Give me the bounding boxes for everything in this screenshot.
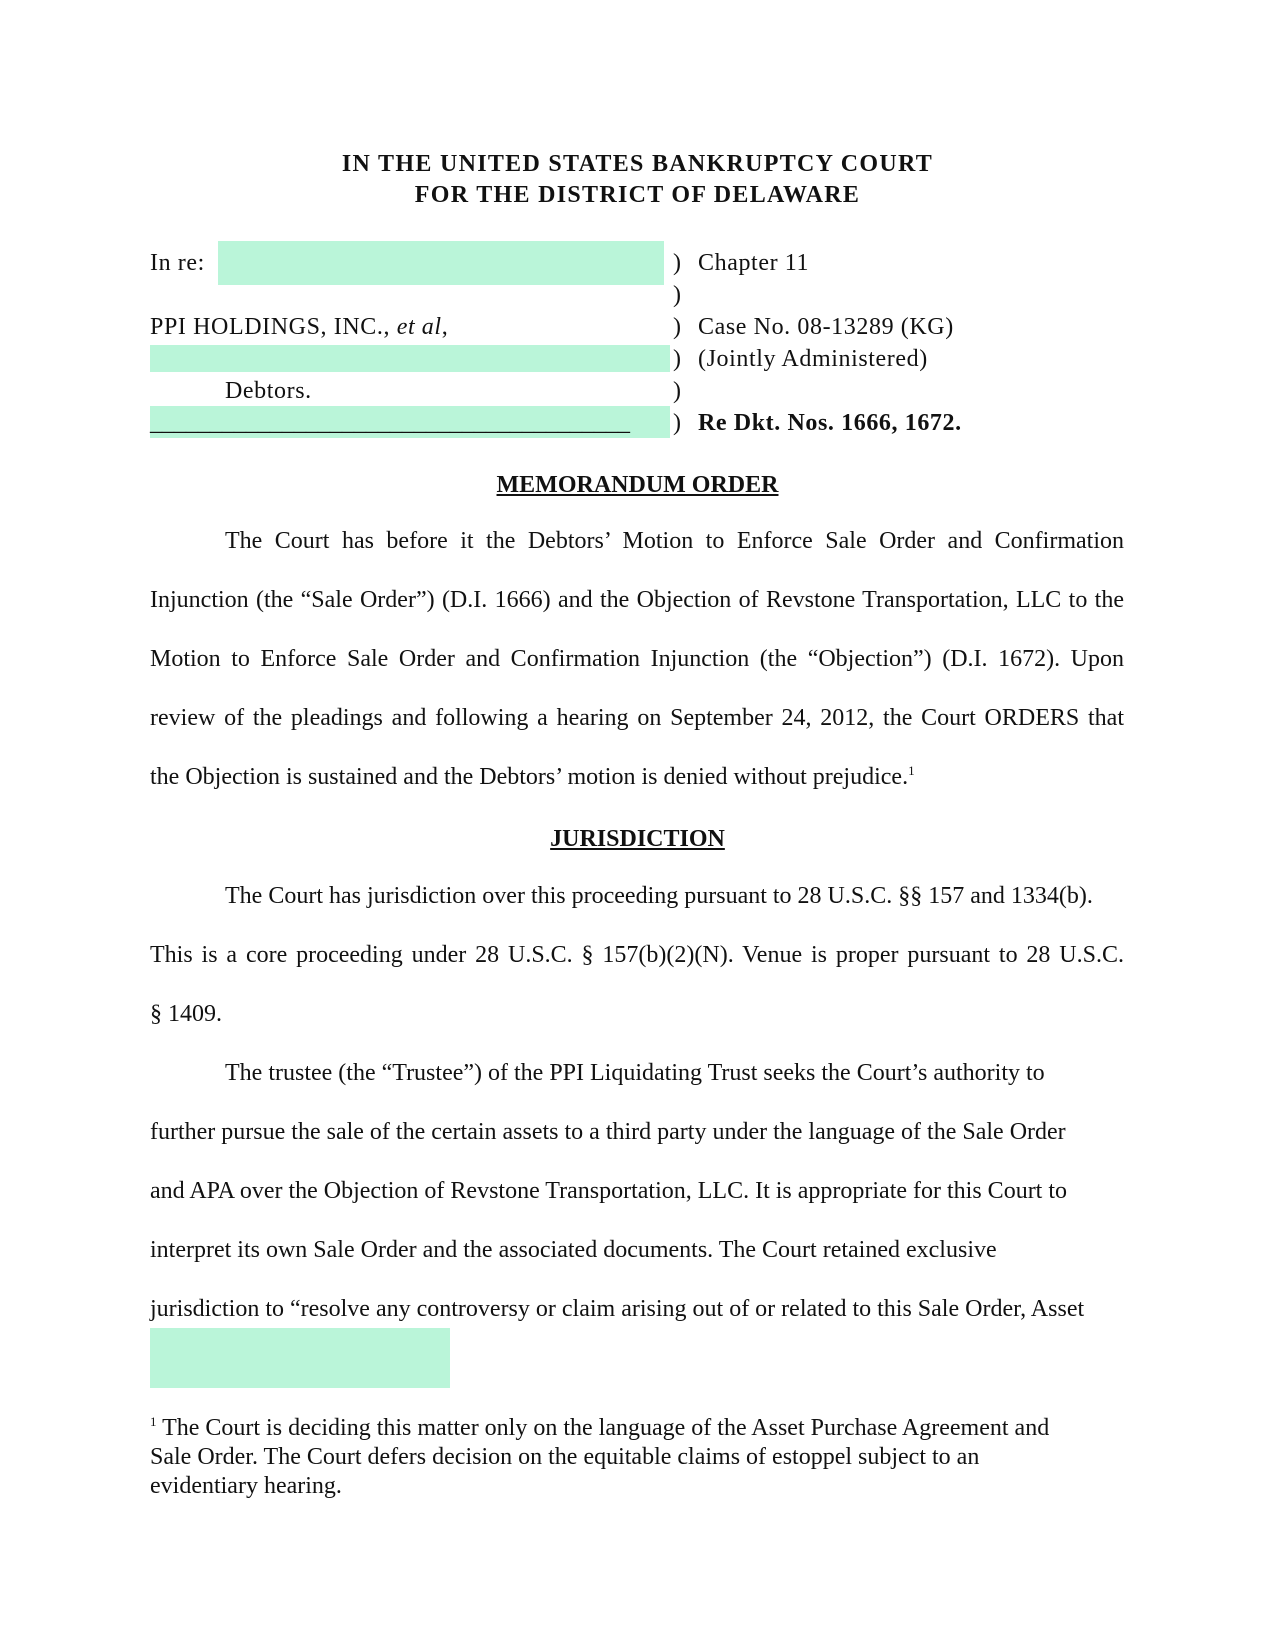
caption-paren: ): [673, 410, 682, 436]
footnote-reference[interactable]: 1: [908, 763, 915, 778]
case-number: Case No. 08-13289 (KG): [698, 314, 954, 340]
paragraph-line: Motion to Enforce Sale Order and Confirmation Injunction (the “Objection”) (D.I. 1672). Upon: [150, 646, 1124, 672]
debtor-name: PPI HOLDINGS, INC., et al,: [150, 314, 449, 340]
paragraph-line: § 1409.: [150, 1001, 222, 1027]
paragraph-line-last: the Objection is sustained and the Debtors’ motion is denied without prejudice.$^1$: [150, 763, 915, 790]
paragraph-line: interpret its own Sale Order and the associated documents. The Court retained exclusive: [150, 1237, 997, 1263]
footnote-line: Sale Order. The Court defers decision on the equitable claims of estoppel subject to an: [150, 1444, 980, 1470]
redaction-block: [150, 345, 670, 372]
jointly-administered: (Jointly Administered): [698, 346, 928, 372]
memorandum-heading: MEMORANDUM ORDER: [496, 472, 779, 498]
caption-paren: ): [673, 314, 682, 340]
caption-paren: ): [673, 346, 682, 372]
paragraph-line: The Court has jurisdiction over this proceeding pursuant to 28 U.S.C. §§ 157 and 1334(b).: [225, 883, 1093, 909]
redaction-block: [218, 241, 664, 285]
caption-paren: ): [673, 378, 682, 404]
chapter-label: Chapter 11: [698, 250, 810, 276]
paragraph-line: Injunction (the “Sale Order”) (D.I. 1666) and the Objection of Revstone Transportation, LLC to the: [150, 587, 1124, 613]
in-re-label: In re:: [150, 250, 205, 276]
debtors-label: Debtors.: [225, 378, 312, 404]
caption-paren: ): [673, 282, 682, 308]
paragraph-line: review of the pleadings and following a hearing on September 24, 2012, the Court ORDERS that: [150, 705, 1124, 731]
court-name-line1: IN THE UNITED STATES BANKRUPTCY COURT: [341, 151, 934, 177]
jurisdiction-heading: JURISDICTION: [550, 826, 725, 852]
court-name-line2: FOR THE DISTRICT OF DELAWARE: [414, 182, 861, 208]
paragraph-line: The Court has before it the Debtors’ Motion to Enforce Sale Order and Confirmation: [225, 528, 1124, 554]
paragraph-line: The trustee (the “Trustee”) of the PPI Liquidating Trust seeks the Court’s authority to: [225, 1060, 1045, 1086]
caption-paren: ): [673, 250, 682, 276]
paragraph-line: This is a core proceeding under 28 U.S.C. § 157(b)(2)(N). Venue is proper pursuant to 28 U.S.C.: [150, 942, 1124, 968]
footnote-line: evidentiary hearing.: [150, 1473, 342, 1499]
paragraph-line: further pursue the sale of the certain assets to a third party under the language of the Sale Order: [150, 1119, 1066, 1145]
docket-reference: Re Dkt. Nos. 1666, 1672.: [698, 410, 962, 436]
paragraph-line: jurisdiction to “resolve any controversy or claim arising out of or related to this Sale Order, Asset: [150, 1296, 1085, 1322]
footnote-line: $^1$ The Court is deciding this matter only on the language of the Asset Purchase Agreement and: [150, 1414, 1050, 1441]
paragraph-line: and APA over the Objection of Revstone Transportation, LLC. It is appropriate for this Court to: [150, 1178, 1068, 1204]
redaction-block: [150, 1328, 450, 1388]
caption-underline: ________________________________________: [150, 410, 630, 436]
footnote-marker: 1: [150, 1414, 157, 1429]
